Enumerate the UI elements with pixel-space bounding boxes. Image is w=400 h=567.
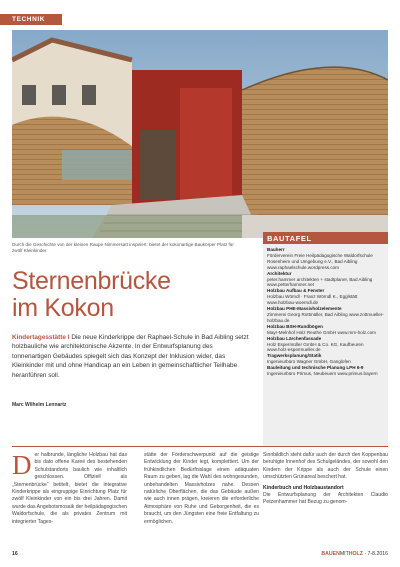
bautafel-entry: Ingenieurbüro Primus, Neubeuern www.primus.bayern <box>267 371 378 377</box>
bautafel-role: Holzbau Aufbau & Fenster <box>267 288 325 294</box>
bautafel-role: Bauleitung und technische Planung LPH 6-9 <box>267 365 364 371</box>
brand-mit: MIT <box>339 551 349 557</box>
photo-caption: Durch die Geschichte von der kleinen Raupe Nimmersatt inspiriert: bietet der kokonartige Baukörper Platz für zwölf Kleinkinder. <box>12 242 234 254</box>
bautafel-role: Holzbau Lärchenfassade <box>267 335 322 341</box>
issue-number: · 7-8.2016 <box>364 551 388 557</box>
section-tag: TECHNIK <box>0 14 62 25</box>
bautafel-role: Holzbau PHE-Massivholzelemente <box>267 306 342 312</box>
author-byline: Marc Wilhelm Lennartz <box>12 402 67 408</box>
subheading: Kinderbuch und Holzbaustandort <box>263 484 344 491</box>
bautafel-entry: Ingenieurbüro Wagner GmbH, Ganglofen <box>267 359 351 365</box>
article-headline <box>12 268 252 322</box>
divider <box>12 446 388 447</box>
body-column-1 <box>12 452 127 526</box>
brand-bauen: BAUEN <box>321 551 340 557</box>
drop-cap: D <box>12 450 32 480</box>
page-number: 16 <box>12 551 18 557</box>
bautafel-list <box>263 244 388 377</box>
headline-line-2: im Kokon <box>12 294 114 322</box>
bautafel-entry: Holz Espermüller GmbH & Co. KG, Kaufbeuren www.holz-espermueller.de <box>267 341 364 353</box>
bautafel-entry: Mayr-Melnhof Holz Reuthe GmbH www.mm-holz.com <box>267 329 377 335</box>
body-column-2: stätte der Förderschwerpunkt auf die geistige Entwicklung der Kinder legt, komplettiert. Um der frühkindlichen Bedürfnislage einen adäquaten Raum zu geben, lag die Wahl des wohngesunden, unbehandelten Massivholzes nahe. Dessen natürliche Oberflächen, die das Gebäude außen wie auch innen prägen, kreieren die erforderliche Atmosphäre von Ruhe und Geborgenheit, die es braucht, um den Jüngsten eine freie Entfaltung zu ermöglichen. <box>144 452 259 525</box>
bautafel-box <box>263 232 388 446</box>
building-photo <box>12 30 388 238</box>
bautafel-role: Architektur <box>267 270 292 276</box>
bautafel-title: BAUTAFEL <box>263 232 388 244</box>
body-text: er halbrunde, längliche Holzbau hat das bis dato offene Kareé des bestehenden Schulstandorts baulich wie inhaltlich geschlossen. Offiziell als „Sternenbrücke“ betitelt, bietet die integrative Kinderkrippe als eingruppige Einrichtung Platz für zwölf Kleinkinder von ein bis drei Jahren. Damit wurde das Angebotsmosaik der heilpädagogischen Waldorfschule, die als privates Zentrum mit integrierter Tages- <box>12 452 127 525</box>
bautafel-role: Holzbau BSH-Rundbögen <box>267 323 323 329</box>
lead-paragraph <box>12 333 252 380</box>
bautafel-role: Tragwerksplanung/Statik <box>267 353 322 359</box>
body-text: Sinnbildlich steht dafür auch der durch den Koppenbau beruhigte Innenhof des Schulgeländes, der sowohl den Kindern der Krippe als auch der Schule einen umschützten Grünareal beschert hat. <box>263 452 388 481</box>
lead-kicker: Kindertagesstätte I <box>12 334 70 341</box>
brand-holz: HOLZ <box>348 551 363 557</box>
lead-text: Die neue Kinderkrippe der Raphael-Schule in Bad Aibling setzt holzbauliche wie architektonische Akzente. In der Entwurfsplanung des tonnenartigen Gebäudes spiegelt sich das Konzept der Inklusion wider, das Kleinkinder mit und ohne Handicap an ein Leben in gemeinschaftlicher Teilhabe heranführen soll. <box>12 334 249 379</box>
bautafel-entry: peter.hammer architekten + stadtplaner, Bad Aibling www.petterhammer.net <box>267 276 373 288</box>
bautafel-entry: Zimmerei Georg Rottmüller, Bad Aibling www.zottmueller-holzbau.de <box>267 311 384 323</box>
bautafel-entry: Förderverein Freie Heilpädagogische Waldorfschule Rosenheim und Umgebung e.V., Bad Aibling www.raphaelschule.wordpress.com <box>267 252 373 270</box>
body-text: Die Entwurfsplanung der Architekten Claudio Petzenhammer hat Bezug zu genom- <box>263 492 388 506</box>
magazine-footer <box>321 551 388 557</box>
bautafel-role: Bauherr <box>267 247 285 252</box>
headline-line-1: Sternenbrücke <box>12 267 171 295</box>
bautafel-entry: Holzbau Wörndl · Franz Wörndl K., Egglstätt www.holzbau-woerndl.de <box>267 294 358 306</box>
body-column-3 <box>263 452 388 507</box>
